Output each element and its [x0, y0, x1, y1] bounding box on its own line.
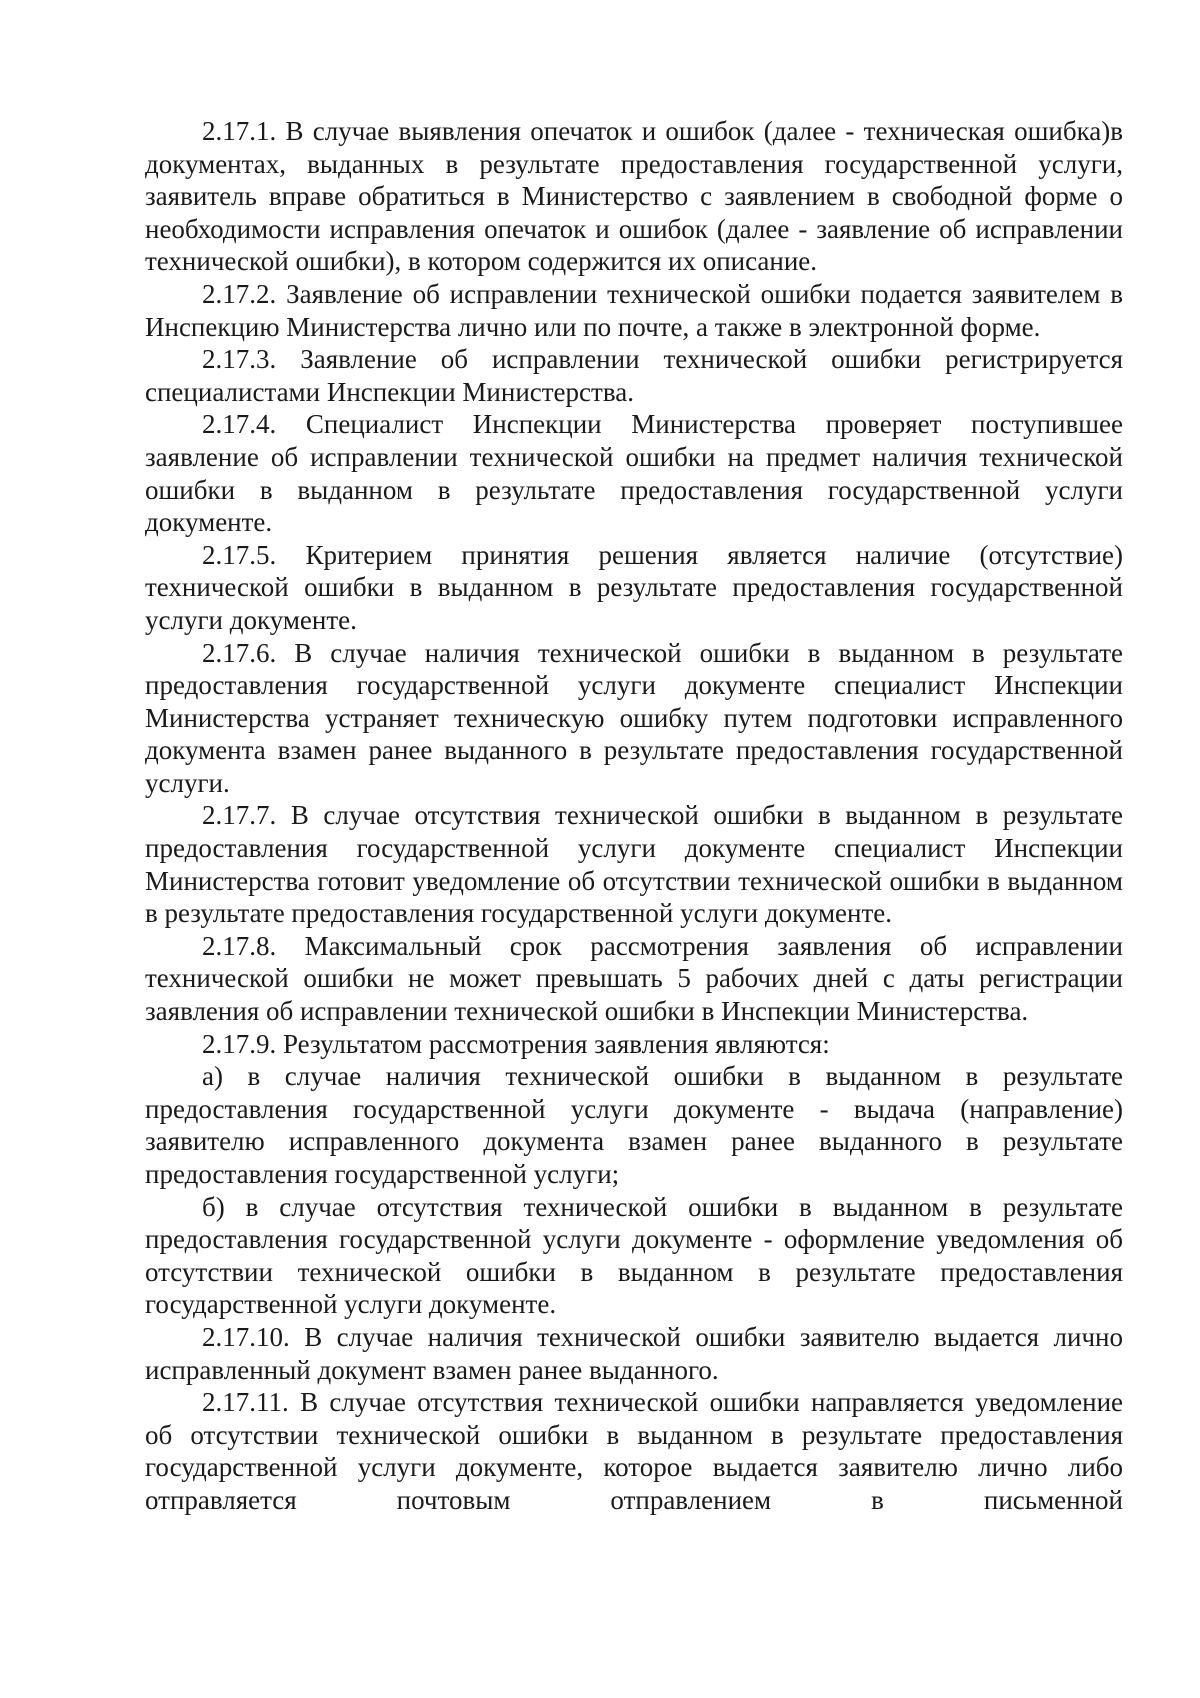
paragraph-2-17-10: 2.17.10. В случае наличия технической ошибки заявителю выдается лично исправленный документ взамен ранее выданного.: [145, 1321, 1123, 1385]
paragraph-2-17-11: 2.17.11. В случае отсутствия технической ошибки направляется уведомление об отсутствии технической ошибки в выданном в результате предоставления государственной услуги документе, которое выдается заявителю лично либо отправляется почтовым отправлением в письменной: [145, 1387, 1123, 1515]
paragraph-2-17-9: 2.17.9. Результатом рассмотрения заявления являются:: [202, 1028, 830, 1059]
paragraph-2-17-9-a: а) в случае наличия технической ошибки в выданном в результате предоставления государственной услуги документе - выдача (направление) заявителю исправленного документа взамен ранее выданного в результате предоставления государственной услуги;: [145, 1061, 1123, 1189]
paragraph-2-17-4: 2.17.4. Специалист Инспекции Министерства проверяет поступившее заявление об исправлении технической ошибки на предмет наличия технической ошибки в выданном в результате предоставления государственной услуги документе.: [145, 409, 1123, 538]
paragraph-2-17-9-b: б) в случае отсутствия технической ошибки в выданном в результате предоставления государственной услуги документе - оформление уведомления об отсутствии технической ошибки в выданном в результате предоставления государственной услуги документе.: [145, 1191, 1123, 1320]
document-text: [145, 115, 1123, 1517]
paragraph-2-17-8: 2.17.8. Максимальный срок рассмотрения заявления об исправлении технической ошибки не может превышать 5 рабочих дней с даты регистрации заявления об исправлении технической ошибки в Инспекции Министерства.: [145, 930, 1123, 1027]
paragraph-2-17-3: 2.17.3. Заявление об исправлении технической ошибки регистрируется специалистами Инспекции Министерства.: [145, 344, 1123, 407]
paragraph-2-17-7: 2.17.7. В случае отсутствия технической ошибки в выданном в результате предоставления государственной услуги документе специалист Инспекции Министерства готовит уведомление об отсутствии технической ошибки в выданном в результате предоставления государственной услуги документе.: [145, 800, 1123, 929]
paragraph-2-17-2: 2.17.2. Заявление об исправлении технической ошибки подается заявителем в Инспекцию Министерства лично или по почте, а также в электронной форме.: [145, 278, 1123, 342]
paragraph-2-17-1: 2.17.1. В случае выявления опечаток и ошибок (далее - техническая ошибка)в документах, выданных в результате предоставления государственной услуги, заявитель вправе обратиться в Министерство с заявлением в свободной форме о необходимости исправления опечаток и ошибок (далее - заявление об исправлении технической ошибки), в котором содержится их описание.: [145, 116, 1123, 277]
paragraph-2-17-5: 2.17.5. Критерием принятия решения является наличие (отсутствие) технической ошибки в выданном в результате предоставления государственной услуги документе.: [145, 539, 1123, 635]
paragraph-2-17-6: 2.17.6. В случае наличия технической ошибки в выданном в результате предоставления государственной услуги документе специалист Инспекции Министерства устраняет техническую ошибку путем подготовки исправленного документа взамен ранее выданного в результате предоставления государственной услуги.: [145, 637, 1123, 798]
